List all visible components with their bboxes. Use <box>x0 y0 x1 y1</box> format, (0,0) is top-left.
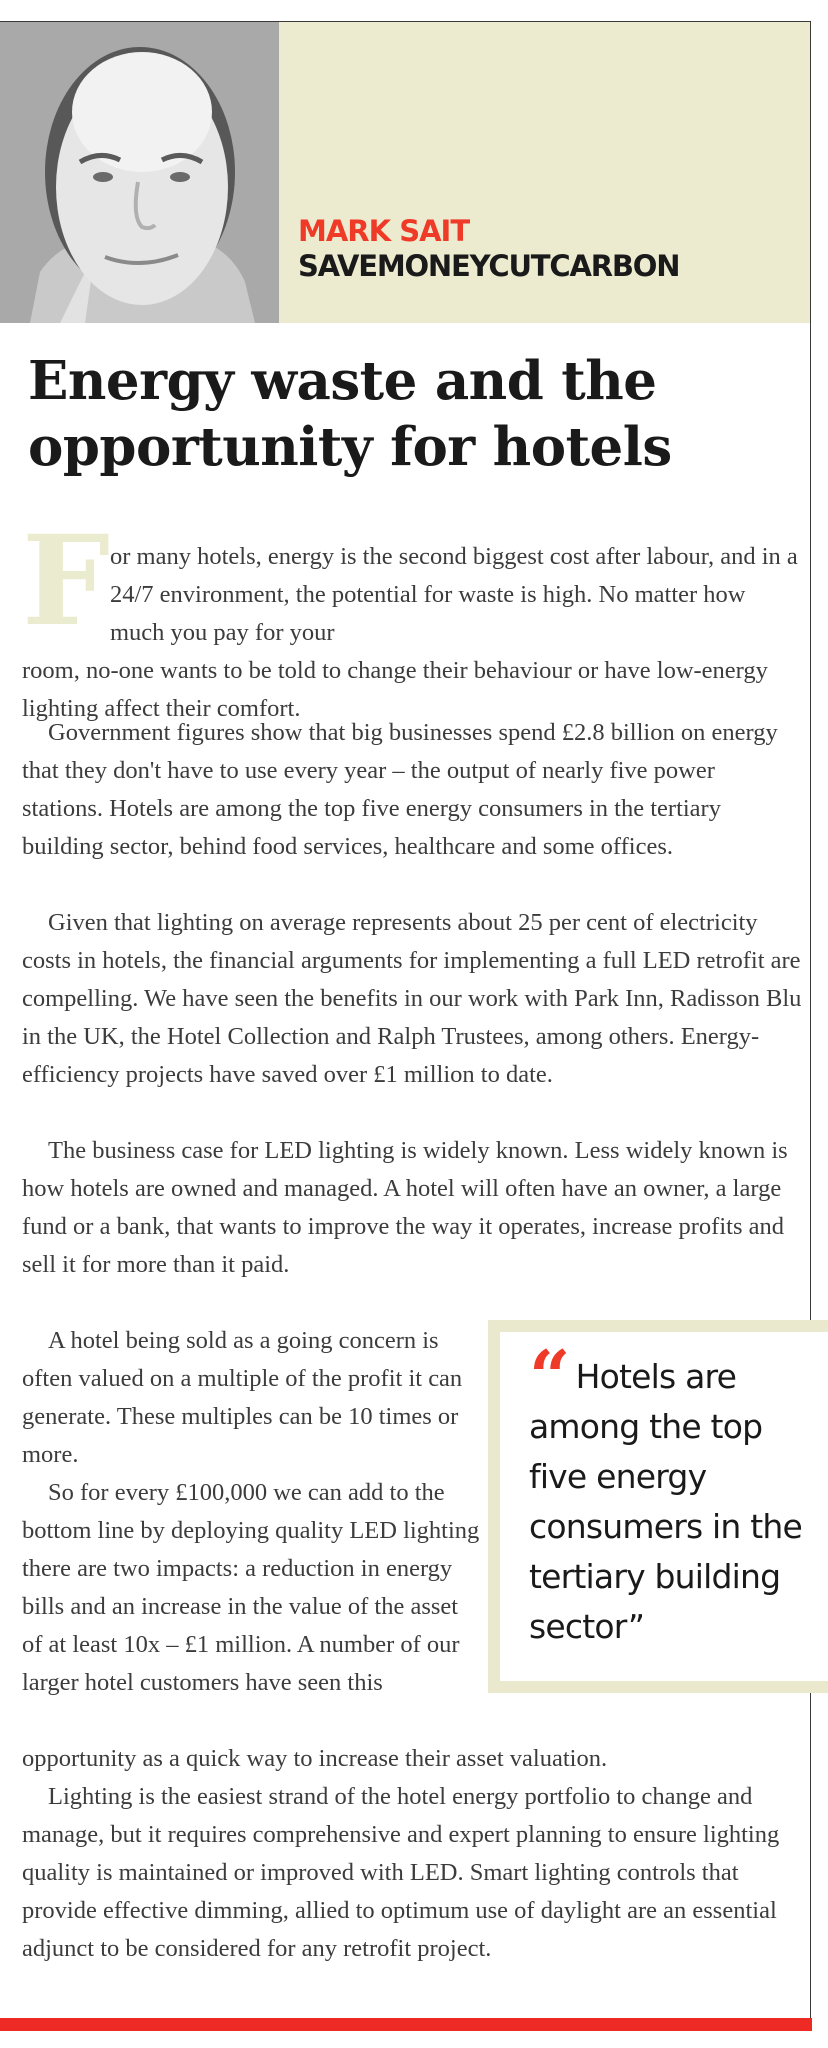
pull-quote-text: Hotels are among the top five energy consumers in the tertiary building sector” <box>529 1357 802 1646</box>
paragraph-2: Government figures show that big businesses spend £2.8 billion on energy that they don't have to use every year – the output of nearly five power stations. Hotels are among the top five energy consumers in the tertiary building sector, behind food services, healthcare and some offices. <box>22 719 778 860</box>
author-photo <box>0 22 279 323</box>
footer-accent-bar <box>0 2018 812 2031</box>
open-quote-icon: “ <box>529 1334 570 1419</box>
paragraph-7: Lighting is the easiest strand of the hotel energy portfolio to change and manage, but it requires comprehensive and expert planning to ensure lighting quality is maintained or improved with LED. Smart lighting controls that provide effective dimming, allied to optimum use of daylight are an essential adjunct to be considered for any retrofit project. <box>22 1783 780 1962</box>
paragraph-6-narrow: So for every £100,000 we can add to the bottom line by deploying quality LED lighting there are two impacts: a reduction in energy bills and an increase in the value of the asset of at least 10x – £1 million. A number of our larger hotel customers have seen this <box>22 1479 480 1696</box>
pull-quote-box <box>488 1320 828 1693</box>
paragraph-1-lead: or many hotels, energy is the second biggest cost after labour, and in a 24/7 environment, the potential for waste is high. No matter how much you pay for your <box>110 543 798 646</box>
author-organization: SAVEMONEYCUTCARBON <box>298 249 680 283</box>
byline <box>298 214 679 284</box>
author-name: MARK SAIT <box>298 214 470 248</box>
paragraph-4: The business case for LED lighting is widely known. Less widely known is how hotels are owned and managed. A hotel will often have an owner, a large fund or a bank, that wants to improve the way it operates, increase profits and sell it for more than it paid. <box>22 1137 788 1278</box>
article-headline: Energy waste and the opportunity for hotels <box>28 350 672 478</box>
paragraph-5: A hotel being sold as a going concern is often valued on a multiple of the profit it can generate. These multiples can be 10 times or more. <box>22 1327 463 1468</box>
paragraph-1-continued: room, no-one wants to be told to change their behaviour or have low-energy lighting affect their comfort. <box>22 657 768 722</box>
paragraph-6-continued: opportunity as a quick way to increase their asset valuation. <box>22 1745 608 1772</box>
paragraph-3: Given that lighting on average represents about 25 per cent of electricity costs in hotels, the financial arguments for implementing a full LED retrofit are compelling. We have seen the benefits in our work with Park Inn, Radisson Blu in the UK, the Hotel Collection and Ralph Trustees, among others. Energy-efficiency projects have saved over £1 million to date. <box>22 909 802 1088</box>
drop-cap: F <box>22 509 111 654</box>
portrait-image-icon <box>0 22 279 323</box>
pull-quote <box>529 1334 828 1652</box>
